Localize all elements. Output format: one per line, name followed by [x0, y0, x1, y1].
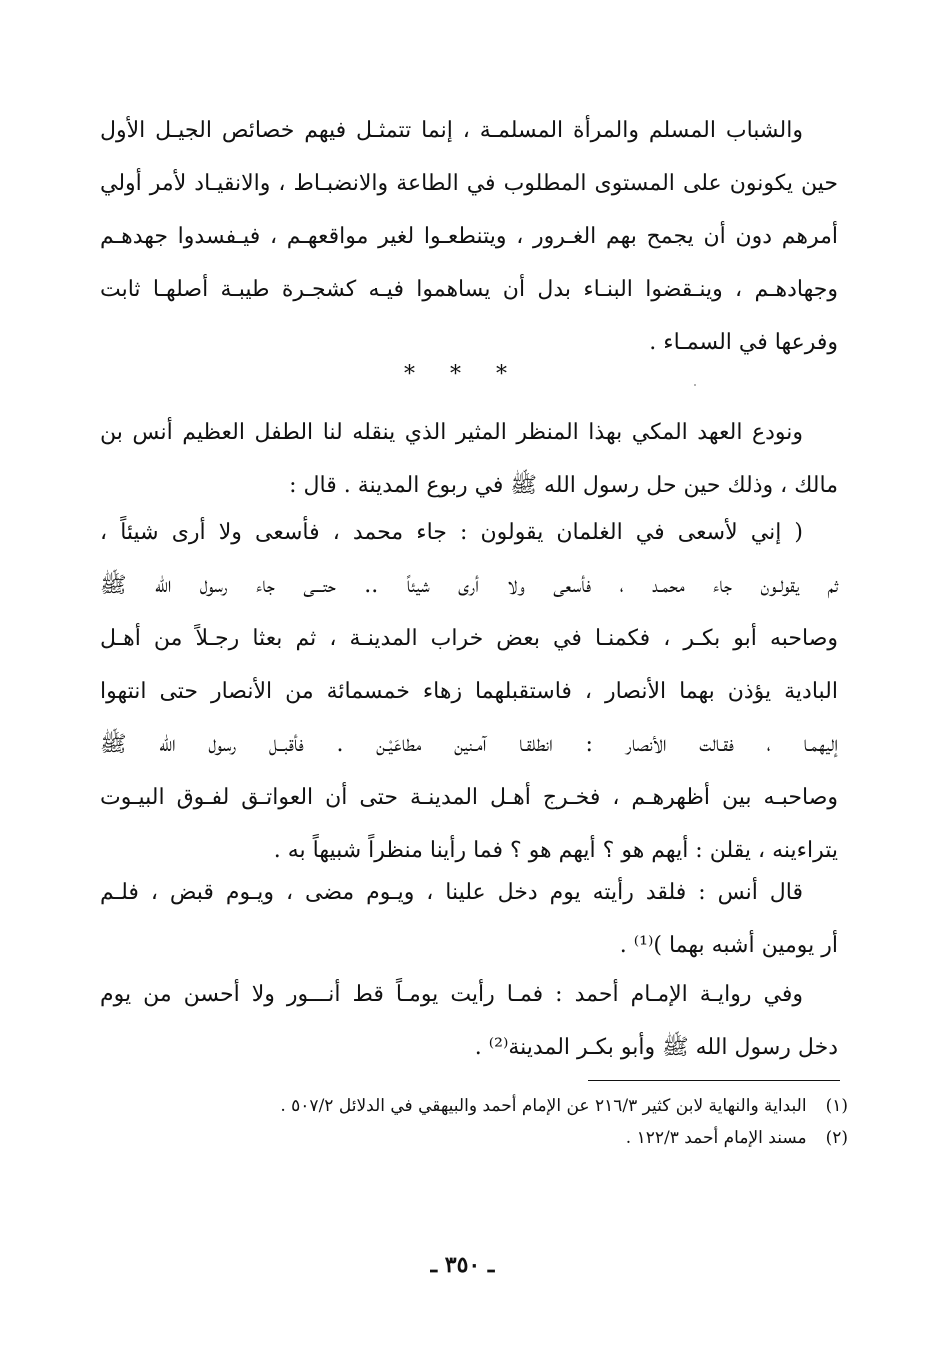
text-line: البادية يؤذن بهما الأنصار ، فاستقبلهما زهاء خمسمائة من الأنصار حتى انتهوا [100, 679, 838, 704]
footnote-text: مسند الإمام أحمد ١٢٢/٣ . [625, 1128, 807, 1148]
paragraph-4 [100, 866, 838, 972]
text-line: وصاحبه أبو بكـر ، فكمنـا في بعض خراب المدينـة ، ثم بعثا رجـلاً من أهـل [100, 626, 838, 651]
text-line: وصاحبـه بين أظهرهـم ، فخـرج أهـل المدينـة حتى أن العواتـق لفـوق البيـوت [100, 785, 838, 810]
text-line: ونودع العهد المكي بهذا المنظر المثير الذي ينقله لنا الطفل العظيم أنس بن [100, 420, 803, 445]
text-line: دخل رسول الله ﷺ وأبو بكـر المدينة⁽²⁾ . [474, 1035, 838, 1060]
section-separator: * * * [404, 362, 521, 387]
page-number: ـ ٣٥٠ ـ [430, 1252, 495, 1278]
footnote-text: البداية والنهاية لابن كثير ٢١٦/٣ عن الإمام أحمد والبيهقي في الدلائل ٥٠٧/٢ . [280, 1096, 807, 1116]
footnotes [230, 1090, 848, 1154]
footnote-number: (١) [825, 1096, 848, 1116]
text-line: ( إني لأسعى في الغلمان يقولون : جاء محمد ، فأسعى ولا أرى شيئاً ، [100, 520, 803, 545]
text-line: وفي روايـة الإمـام أحمد : فمـا رأيت يومـاً قط أنـــور ولا أحسن من يوم [100, 982, 803, 1007]
footnote-1 [230, 1090, 848, 1122]
text-line: وفرعها في السمـاء . [649, 330, 838, 355]
text-line: قال أنس : فلقد رأيته يوم دخل علينا ، ويـوم مضى ، ويـوم قبض ، فلـم [100, 880, 803, 905]
text-line: ثم يقولـون جاء محمـد ، فأسعى ولا أرى شيئاً .. حتـــى جاء رسول الله ﷺ [100, 573, 838, 598]
paragraph-5 [100, 968, 838, 1074]
text-line: إليهمـا ، فقـالت الأنصار : انطلقـا آمـنين مطاعَيْـن . فأقبــل رسول الله ﷺ [100, 732, 838, 757]
footnote-2 [230, 1122, 848, 1154]
paragraph-1 [100, 104, 838, 369]
text-line: وجهادهـم ، وينـقضوا البنـاء بدل أن يساهموا فيـه كشجـرة طيبـة أصلهـا ثابت [100, 277, 838, 302]
text-line: يتراءينه ، يقلن : أيهم هو ؟ أيهم هو ؟ فما رأينا منظراً شبيهاً به . [273, 838, 838, 863]
text-line: والشباب المسلم والمرأة المسلمـة ، إنما تتمثـل فيهم خصائص الجيـل الأول [100, 118, 803, 143]
footnote-number: (٢) [825, 1128, 848, 1148]
paragraph-3-quote [100, 506, 838, 877]
footnote-divider [588, 1080, 840, 1081]
text-line: مالك ، وذلك حين حل رسول الله ﷺ في ربوع المدينة . قال : [289, 473, 838, 498]
scan-speck [694, 384, 696, 386]
paragraph-2 [100, 406, 838, 512]
text-line: حين يكونون على المستوى المطلوب في الطاعة والانضبـاط ، والانقيـاد لأمر أولي [100, 171, 838, 196]
text-line: أمرهم دون أن يجمح بهم الغـرور ، ويتنطعـوا لغير مواقعهـم ، فيـفسدوا جهدهـم [100, 224, 838, 249]
text-line: أر يومين أشبه بهما )⁽¹⁾ . [619, 933, 838, 958]
